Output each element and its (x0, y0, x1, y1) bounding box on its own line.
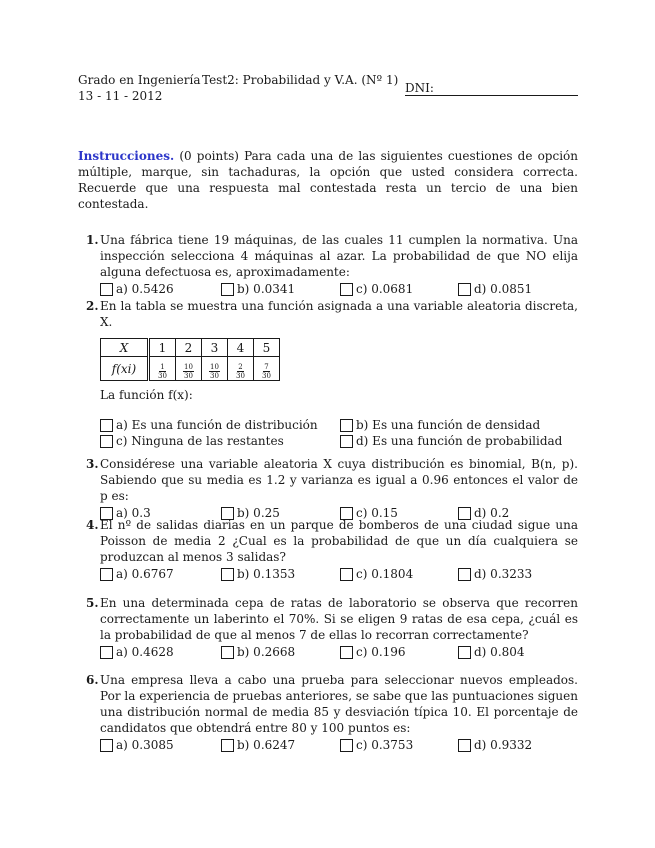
dni-field[interactable] (405, 80, 578, 96)
question-prompt: La función f(x): (100, 388, 193, 402)
table-row (101, 357, 280, 381)
fraction-cell (254, 357, 280, 381)
option-b[interactable] (340, 417, 540, 433)
question-number: 2. (86, 299, 99, 313)
option-label: d) 0.3233 (474, 567, 533, 581)
checkbox[interactable] (100, 568, 113, 581)
checkbox[interactable] (458, 283, 471, 296)
table-row-label: f(xi) (101, 357, 149, 381)
dni-label: DNI: (405, 81, 434, 95)
question-6 (78, 672, 578, 754)
option-label: d) 0.9332 (474, 738, 533, 752)
option-d[interactable] (458, 737, 532, 753)
option-c[interactable] (340, 281, 413, 297)
question-number: 1. (86, 233, 99, 247)
question-2 (78, 298, 578, 451)
option-d[interactable] (458, 281, 532, 297)
course-name: Grado en Ingeniería (78, 73, 201, 87)
option-label: d) 0.2 (474, 506, 510, 520)
fraction-cell (228, 357, 254, 381)
option-c[interactable] (340, 737, 413, 753)
option-label: a) Es una función de distribución (116, 418, 318, 432)
x-value: 2 (176, 339, 202, 357)
fraction: $\frac{2}{30}$ (236, 363, 245, 380)
option-b[interactable] (221, 281, 295, 297)
function-table (100, 338, 280, 381)
option-d[interactable] (340, 433, 562, 449)
fraction-cell (149, 357, 176, 381)
option-d[interactable] (458, 644, 525, 660)
question-4 (78, 517, 578, 583)
table-row (101, 339, 280, 357)
fraction: $\frac{10}{30}$ (184, 363, 193, 380)
option-label: b) 0.25 (237, 506, 280, 520)
fraction: $\frac{10}{30}$ (210, 363, 219, 380)
checkbox[interactable] (100, 435, 113, 448)
option-label: d) 0.804 (474, 645, 525, 659)
checkbox[interactable] (458, 739, 471, 752)
checkbox[interactable] (100, 419, 113, 432)
instructions-keyword: Instrucciones. (78, 149, 175, 163)
question-text: En una determinada cepa de ratas de laboratorio se observa que recorren correctamente un laberinto el 70%. Si se eligen 9 ratas de esa cepa, ¿cuál es la probabilidad de que al menos 7 de ellas lo recorran correctamente? (100, 596, 578, 642)
checkbox[interactable] (221, 646, 234, 659)
option-c[interactable] (100, 433, 284, 449)
checkbox[interactable] (100, 739, 113, 752)
option-label: d) Es una función de probabilidad (356, 434, 563, 448)
option-label: a) 0.3085 (116, 738, 174, 752)
fraction-cell (202, 357, 228, 381)
option-c[interactable] (340, 644, 406, 660)
checkbox[interactable] (100, 646, 113, 659)
options-row (100, 280, 578, 298)
instructions (78, 148, 578, 212)
question-text: Una fábrica tiene 19 máquinas, de las cuales 11 cumplen la normativa. Una inspección selecciona 4 máquinas al azar. La probabilidad de que NO elija alguna defectuosa es, aproximadamente: (100, 233, 578, 279)
checkbox[interactable] (340, 419, 353, 432)
instructions-text: Para cada una de las siguientes cuestiones de opción múltiple, marque, sin tachaduras, la opción que usted considera correcta. Recuerde que una respuesta mal contestada resta un tercio de una bien contestada. (78, 149, 579, 211)
option-label: a) 0.4628 (116, 645, 174, 659)
option-b[interactable] (221, 737, 295, 753)
option-label: a) 0.6767 (116, 567, 174, 581)
option-label: c) 0.0681 (356, 282, 414, 296)
x-value: 4 (228, 339, 254, 357)
instructions-points: (0 points) (179, 149, 239, 163)
question-number: 3. (86, 457, 99, 471)
option-a[interactable] (100, 417, 318, 433)
x-value: 1 (149, 339, 176, 357)
options-row (100, 565, 578, 583)
option-label: a) 0.3 (116, 506, 151, 520)
option-label: c) 0.3753 (356, 738, 414, 752)
option-label: b) 0.6247 (237, 738, 296, 752)
question-text: El nº de salidas diarias en un parque de bomberos de una ciudad sigue una Poisson de media 2 ¿Cual es la probabilidad de que un día cualquiera se produzcan al menos 3 salidas? (100, 518, 578, 564)
option-label: c) 0.1804 (356, 567, 414, 581)
options-row (100, 643, 578, 661)
checkbox[interactable] (221, 283, 234, 296)
option-a[interactable] (100, 737, 174, 753)
question-text: Una empresa lleva a cabo una prueba para seleccionar nuevos empleados. Por la experiencia de pruebas anteriores, se sabe que las puntuaciones siguen una distribución normal de media 85 y desviación típica 10. El porcentaje de candidatos que obtendrá entre 80 y 100 puntos es: (100, 673, 578, 735)
option-c[interactable] (340, 566, 413, 582)
question-3 (78, 456, 578, 522)
exam-date: 13 - 11 - 2012 (78, 89, 163, 103)
option-b[interactable] (221, 566, 295, 582)
checkbox[interactable] (340, 568, 353, 581)
checkbox[interactable] (458, 646, 471, 659)
option-label: c) 0.196 (356, 645, 406, 659)
checkbox[interactable] (340, 739, 353, 752)
checkbox[interactable] (458, 568, 471, 581)
question-number: 5. (86, 596, 99, 610)
table-row-label: X (101, 339, 149, 357)
option-label: b) 0.1353 (237, 567, 296, 581)
question-number: 4. (86, 518, 99, 532)
fraction-cell (176, 357, 202, 381)
checkbox[interactable] (100, 283, 113, 296)
option-a[interactable] (100, 644, 174, 660)
question-1 (78, 232, 578, 298)
option-d[interactable] (458, 566, 532, 582)
fraction: $\frac{1}{30}$ (158, 363, 167, 380)
question-text: Considérese una variable aleatoria X cuya distribución es binomial, B(n, p). Sabiendo que su media es 1.2 y varianza es igual a 0.96 entonces el valor de p es: (100, 457, 578, 503)
exam-title: Test2: Probabilidad y V.A. (Nº 1) (202, 73, 399, 87)
option-label: d) 0.0851 (474, 282, 533, 296)
header-left (78, 72, 208, 104)
option-label: c) 0.15 (356, 506, 398, 520)
checkbox[interactable] (340, 646, 353, 659)
checkbox[interactable] (340, 283, 353, 296)
checkbox[interactable] (340, 435, 353, 448)
question-text: En la tabla se muestra una función asignada a una variable aleatoria discreta, X. (100, 299, 578, 329)
option-label: a) 0.5426 (116, 282, 174, 296)
options-row (100, 736, 578, 754)
x-value: 5 (254, 339, 280, 357)
option-a[interactable] (100, 281, 174, 297)
option-label: b) 0.0341 (237, 282, 296, 296)
question-number: 6. (86, 673, 99, 687)
x-value: 3 (202, 339, 228, 357)
option-a[interactable] (100, 566, 174, 582)
checkbox[interactable] (221, 739, 234, 752)
fraction: $\frac{7}{30}$ (262, 363, 271, 380)
options-grid (100, 417, 578, 451)
option-label: c) Ninguna de las restantes (116, 434, 284, 448)
option-b[interactable] (221, 644, 295, 660)
question-5 (78, 595, 578, 661)
option-label: b) Es una función de densidad (356, 418, 541, 432)
checkbox[interactable] (221, 568, 234, 581)
option-label: b) 0.2668 (237, 645, 296, 659)
